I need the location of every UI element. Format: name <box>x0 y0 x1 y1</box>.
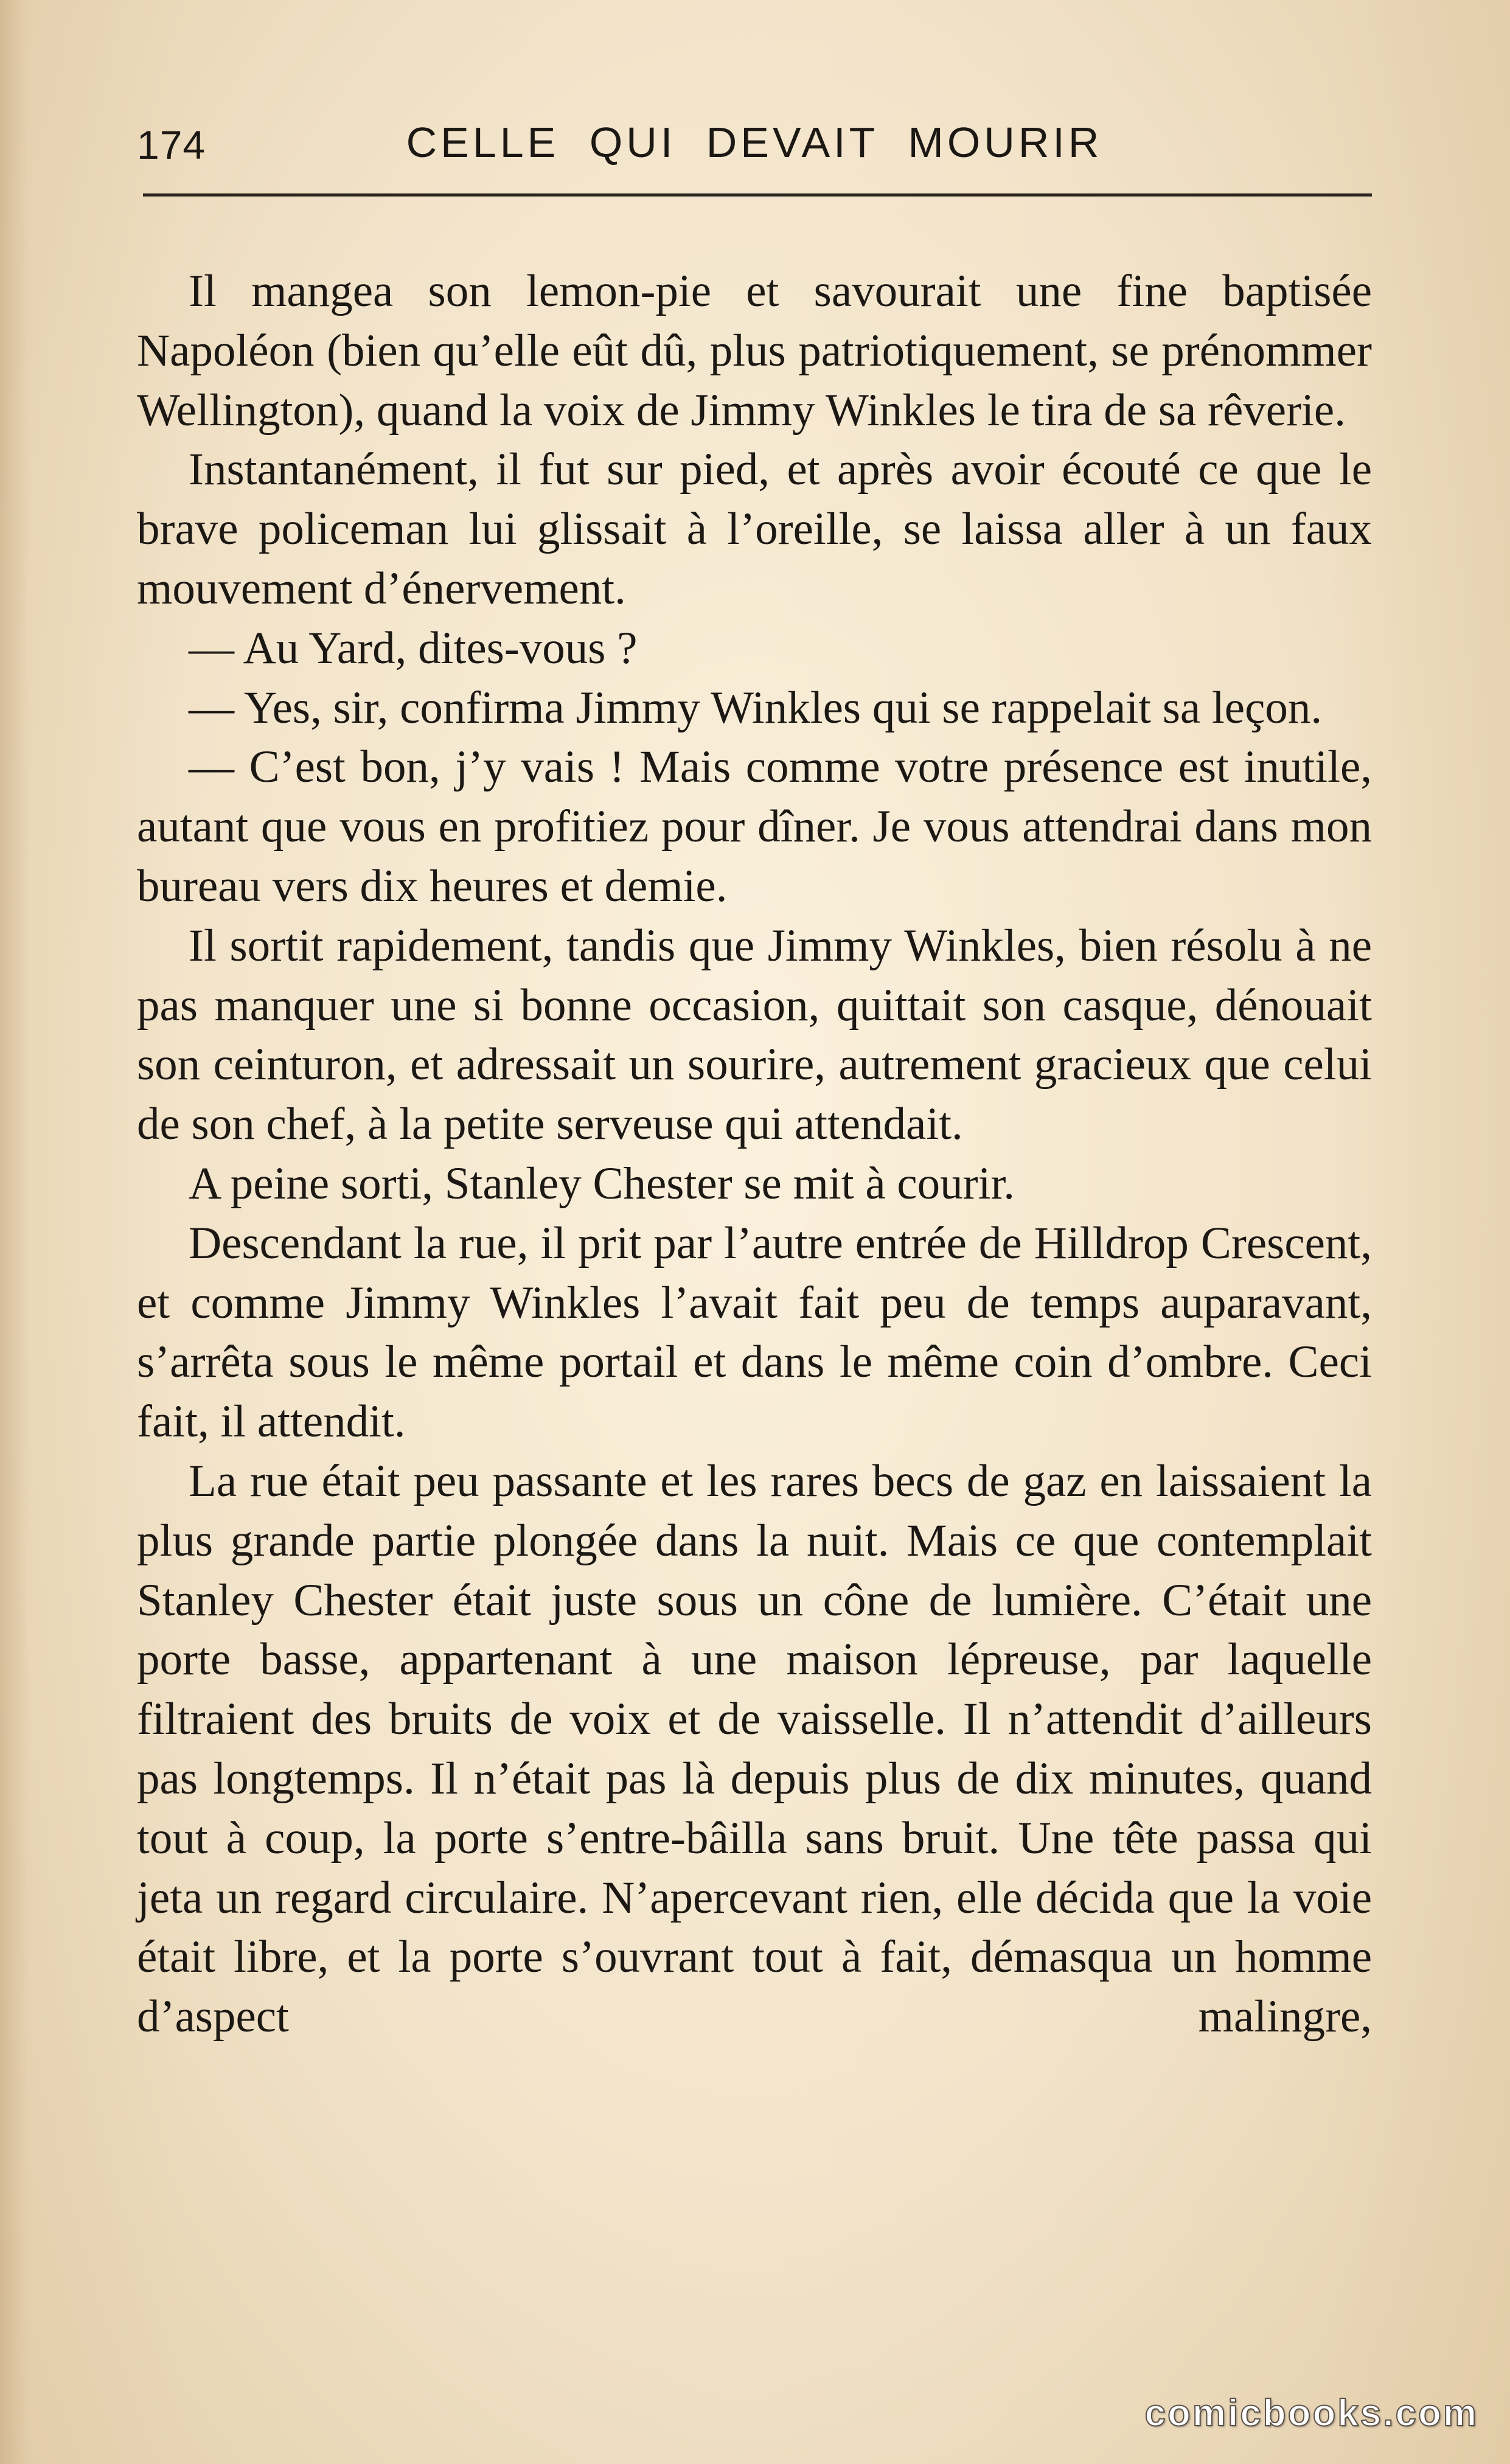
paragraph: Instantanément, il fut sur pied, et après avoir écouté ce que le brave policeman lui glissait à l’oreille, se laissa aller à un faux mouvement d’énervement. <box>137 444 1372 614</box>
header-rule <box>143 193 1372 197</box>
paragraph: — C’est bon, j’y vais ! Mais comme votre présence est inutile, autant que vous en profitiez pour dîner. Je vous attendrai dans mon bureau vers dix heures et demie. <box>137 742 1372 911</box>
paragraph: La rue était peu passante et les rares becs de gaz en laissaient la plus grande partie plongée dans la nuit. Mais ce que contemplait Stanley Chester était juste sous un cône de lumière. C’était une porte basse, appartenant à une maison lépreuse, par laquelle filtraient des bruits de voix et de vaisselle. Il n’attendit d’ailleurs pas longtemps. Il n’était pas là depuis plus de dix minutes, quand tout à coup, la porte s’entre-bâilla sans bruit. Une tête passa qui jeta un regard circulaire. N’apercevant rien, elle décida que la voie était libre, et la porte s’ouvrant tout à fait, démasqua un homme d’aspect malingre, <box>137 1455 1372 2042</box>
page-number: 174 <box>137 122 206 167</box>
paragraph: Il sortit rapidement, tandis que Jimmy Winkles, bien résolu à ne pas manquer une si bonne occasion, quittait son casque, dénouait son ceinturon, et adressait un sourire, autrement gracieux que celui de son chef, à la petite serveuse qui attendait. <box>137 920 1372 1150</box>
paragraph: Descendant la rue, il prit par l’autre entrée de Hilldrop Crescent, et comme Jimmy Winkles l’avait fait peu de temps auparavant, s’arrêta sous le même portail et dans le même coin d’ombre. Ceci fait, il attendit. <box>137 1217 1372 1447</box>
page-header <box>137 110 1372 189</box>
watermark: comicbooks.com <box>1144 2392 1478 2434</box>
body-text <box>137 262 1372 2047</box>
paragraph: — Au Yard, dites-vous ? <box>189 622 638 673</box>
page-edge-shadow <box>0 0 29 2464</box>
paragraph: — Yes, sir, confirma Jimmy Winkles qui se rappelait sa leçon. <box>189 682 1323 733</box>
paragraph: A peine sorti, Stanley Chester se mit à courir. <box>189 1158 1015 1209</box>
running-title: CELLE QUI DEVAIT MOURIR <box>406 119 1103 166</box>
paragraph: Il mangea son lemon-pie et savourait une fine baptisée Napoléon (bien qu’elle eût dû, plus patriotiquement, se prénommer Wellington), quand la voix de Jimmy Winkles le tira de sa rêverie. <box>137 266 1372 436</box>
